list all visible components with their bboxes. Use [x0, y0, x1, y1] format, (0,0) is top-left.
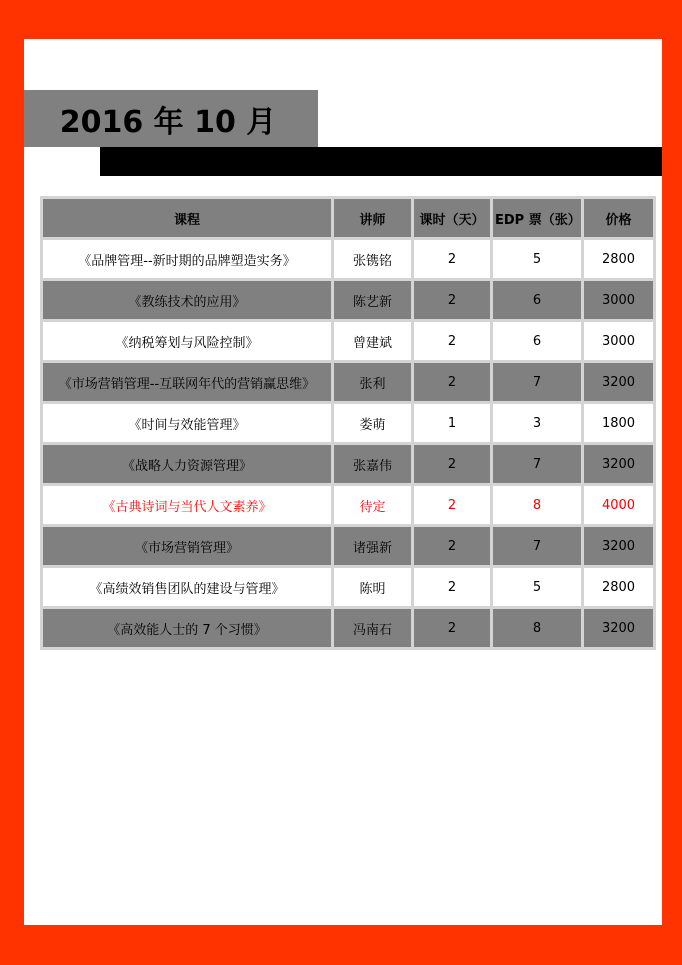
lecturer-cell: 冯南石: [334, 609, 411, 647]
days-cell: 2: [414, 609, 490, 647]
table-row: [43, 609, 653, 647]
lecturer-cell: 张利: [334, 363, 411, 401]
column-header-price: 价格: [584, 199, 653, 237]
price-cell: 4000: [584, 486, 653, 524]
days-cell: 2: [414, 527, 490, 565]
table-row: [43, 404, 653, 442]
price-cell: 3200: [584, 445, 653, 483]
course-cell: 《战略人力资源管理》: [43, 445, 331, 483]
table-row: [43, 281, 653, 319]
lecturer-cell: 待定: [334, 486, 411, 524]
table-row: [43, 568, 653, 606]
price-cell: 3200: [584, 609, 653, 647]
column-header-days: 课时（天）: [414, 199, 490, 237]
price-cell: 3200: [584, 363, 653, 401]
table-body: [43, 240, 653, 647]
table-row: [43, 445, 653, 483]
lecturer-cell: 张镌铭: [334, 240, 411, 278]
course-cell: 《市场营销管理--互联网年代的营销赢思维》: [43, 363, 331, 401]
price-cell: 3000: [584, 322, 653, 360]
edp-tickets-cell: 8: [493, 609, 581, 647]
course-schedule-table: [40, 196, 656, 650]
price-cell: 2800: [584, 568, 653, 606]
days-cell: 2: [414, 486, 490, 524]
price-cell: 3200: [584, 527, 653, 565]
course-cell: 《市场营销管理》: [43, 527, 331, 565]
price-cell: 1800: [584, 404, 653, 442]
table-row: [43, 363, 653, 401]
edp-tickets-cell: 6: [493, 281, 581, 319]
lecturer-cell: 诸强新: [334, 527, 411, 565]
table-row: [43, 486, 653, 524]
days-cell: 2: [414, 281, 490, 319]
edp-tickets-cell: 7: [493, 445, 581, 483]
edp-tickets-cell: 8: [493, 486, 581, 524]
column-header-edp: EDP 票（张）: [493, 199, 581, 237]
course-cell: 《高效能人士的 7 个习惯》: [43, 609, 331, 647]
days-cell: 2: [414, 322, 490, 360]
price-cell: 3000: [584, 281, 653, 319]
table-header-row: [43, 199, 653, 237]
column-header-lecturer: 讲师: [334, 199, 411, 237]
lecturer-cell: 张嘉伟: [334, 445, 411, 483]
lecturer-cell: 陈艺新: [334, 281, 411, 319]
lecturer-cell: 曾建斌: [334, 322, 411, 360]
table-row: [43, 527, 653, 565]
column-header-course: 课程: [43, 199, 331, 237]
days-cell: 2: [414, 363, 490, 401]
price-cell: 2800: [584, 240, 653, 278]
table-row: [43, 240, 653, 278]
month-title: 2016 年 10 月: [59, 104, 277, 140]
header-divider-bar: [100, 147, 662, 176]
month-banner: [24, 90, 318, 147]
course-cell: 《品牌管理--新时期的品牌塑造实务》: [43, 240, 331, 278]
edp-tickets-cell: 7: [493, 363, 581, 401]
days-cell: 2: [414, 568, 490, 606]
days-cell: 1: [414, 404, 490, 442]
document-page: [24, 39, 662, 925]
course-cell: 《时间与效能管理》: [43, 404, 331, 442]
lecturer-cell: 娄萌: [334, 404, 411, 442]
days-cell: 2: [414, 240, 490, 278]
edp-tickets-cell: 6: [493, 322, 581, 360]
days-cell: 2: [414, 445, 490, 483]
edp-tickets-cell: 3: [493, 404, 581, 442]
lecturer-cell: 陈明: [334, 568, 411, 606]
course-cell: 《纳税筹划与风险控制》: [43, 322, 331, 360]
edp-tickets-cell: 7: [493, 527, 581, 565]
course-cell: 《教练技术的应用》: [43, 281, 331, 319]
edp-tickets-cell: 5: [493, 568, 581, 606]
table-row: [43, 322, 653, 360]
course-cell: 《高绩效销售团队的建设与管理》: [43, 568, 331, 606]
edp-tickets-cell: 5: [493, 240, 581, 278]
course-cell: 《古典诗词与当代人文素养》: [43, 486, 331, 524]
